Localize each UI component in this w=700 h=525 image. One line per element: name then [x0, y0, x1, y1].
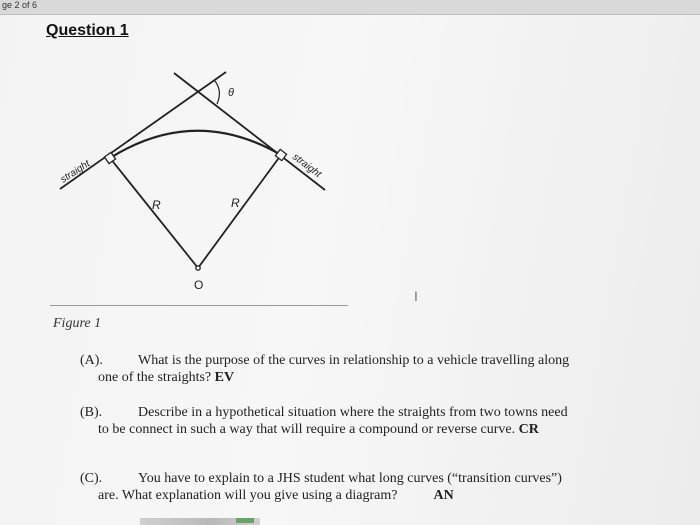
part-letter: (C). — [80, 471, 103, 486]
part-text-line1: You have to explain to a JHS student what long curves (“transition curves”) — [138, 471, 562, 486]
question-title: Question 1 — [46, 22, 129, 39]
radius-line-left — [110, 158, 198, 268]
bottom-marker — [236, 518, 254, 523]
text-cursor-icon: I — [414, 288, 418, 304]
part-letter: (B). — [80, 405, 103, 420]
figure-divider — [50, 305, 348, 306]
part-text-line1: Describe in a hypothetical situation where the straights from two towns need — [138, 405, 568, 420]
center-point — [196, 266, 200, 270]
center-label: O — [194, 278, 204, 292]
part-text-line1: What is the purpose of the curves in relationship to a vehicle travelling along — [138, 353, 570, 368]
part-code: CR — [518, 422, 539, 437]
straight-label-left: straight — [58, 158, 93, 186]
question-part-a — [80, 352, 569, 386]
part-text-line2: one of the straights? — [98, 370, 212, 385]
question-part-b — [80, 404, 568, 438]
page-indicator: ge 2 of 6 — [2, 0, 38, 10]
part-text-line2: are. What explanation will you give using a diagram? — [98, 488, 398, 503]
question-part-c — [80, 470, 562, 504]
part-letter: (A). — [80, 353, 103, 368]
part-code: AN — [433, 488, 454, 503]
figure-caption: Figure 1 — [53, 316, 102, 331]
radius-line-right — [198, 155, 281, 268]
straight-label-right: straight — [290, 151, 324, 181]
radius-label-right: R — [231, 196, 240, 210]
theta-label: θ — [228, 87, 234, 99]
deflection-angle-arc — [214, 80, 219, 104]
part-code: EV — [214, 370, 235, 385]
radius-label-left: R — [152, 198, 161, 212]
part-text-line2: to be connect in such a way that will require a compound or reverse curve. — [98, 422, 516, 437]
